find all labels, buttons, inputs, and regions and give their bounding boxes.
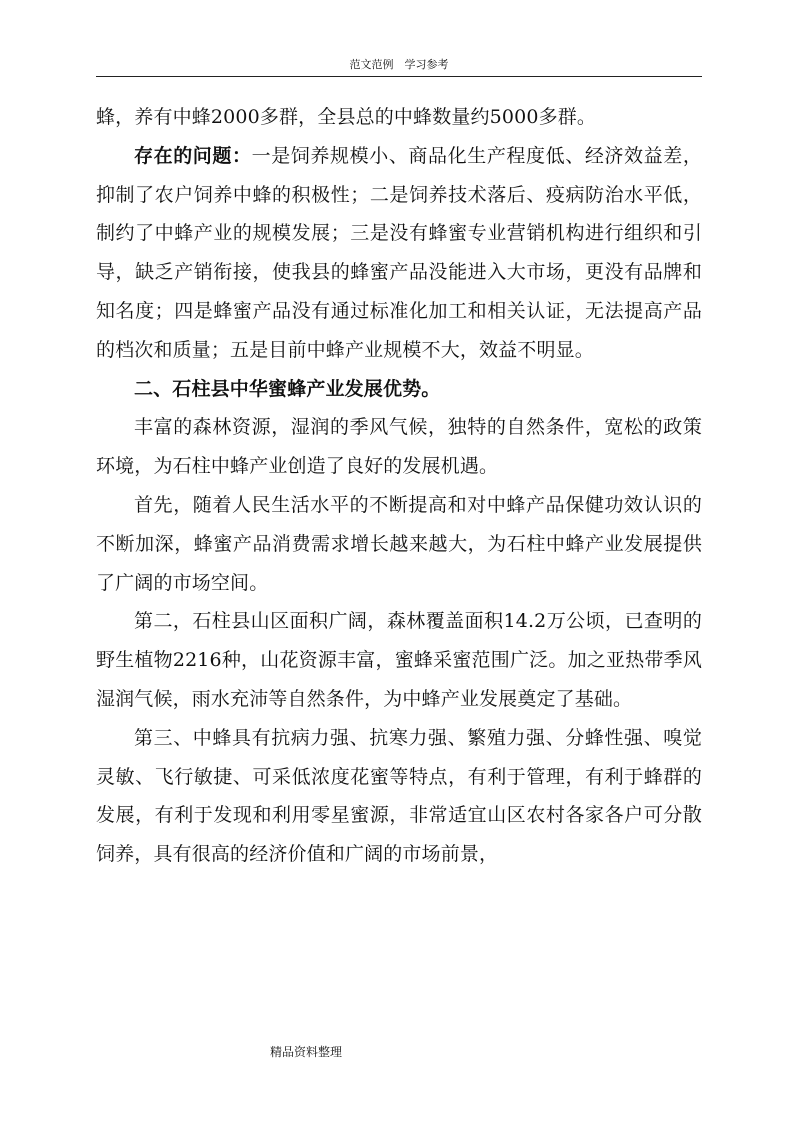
problems-text: 一是饲养规模小、商品化生产程度低、经济效益差，抑制了农户饲养中蜂的积极性；二是饲养技术落后、疫病防治水平低，制约了中蜂产业的规模发展；三是没有蜂蜜专业营销机构进行组织和引导，缺乏产销衔接，使我县的蜂蜜产品没能进入大市场，更没有品牌和知名度；四是蜂蜜产品没有通过标准化加工和相关认证，无法提高产品的档次和质量；五是目前中蜂产业规模不大，效益不明显。 — [96, 144, 702, 361]
paragraph-third: 第三、中蜂具有抗病力强、抗寒力强、繁殖力强、分蜂性强、嗅觉灵敏、飞行敏捷、可采低浓度花蜜等特点，有利于管理，有利于蜂群的发展，有利于发现和利用零星蜜源，非常适宜山区农村各家各户可分散饲养，具有很高的经济价值和广阔的市场前景， — [96, 726, 702, 866]
header-text: 范文范例 学习参考 — [349, 58, 449, 71]
page-footer: 精品资料整理 — [270, 1045, 343, 1059]
paragraph-resources: 丰富的森林资源，湿润的季风气候，独特的自然条件，宽松的政策环境，为石柱中蜂产业创造了良好的发展机遇。 — [96, 416, 702, 478]
page-header — [96, 54, 702, 77]
section-heading: 二、石柱县中华蜜蜂产业发展优势。 — [134, 377, 441, 400]
problems-label: 存在的问题： — [134, 144, 252, 167]
paragraph-first: 首先，随着人民生活水平的不断提高和对中蜂产品保健功效认识的不断加深，蜂蜜产品消费需求增长越来越大，为石柱中蜂产业发展提供了广阔的市场空间。 — [96, 493, 702, 594]
paragraph-continuation: 蜂，养有中蜂2000多群，全县总的中蜂数量约5000多群。 — [96, 106, 597, 128]
paragraph-second: 第二，石柱县山区面积广阔，森林覆盖面积14.2万公顷，已查明的野生植物2216种，山花资源丰富，蜜蜂采蜜范围广泛。加之亚热带季风湿润气候，雨水充沛等自然条件，为中蜂产业发展奠定了基础。 — [96, 610, 702, 710]
document-body — [96, 98, 702, 874]
paragraph-problems — [96, 137, 702, 370]
